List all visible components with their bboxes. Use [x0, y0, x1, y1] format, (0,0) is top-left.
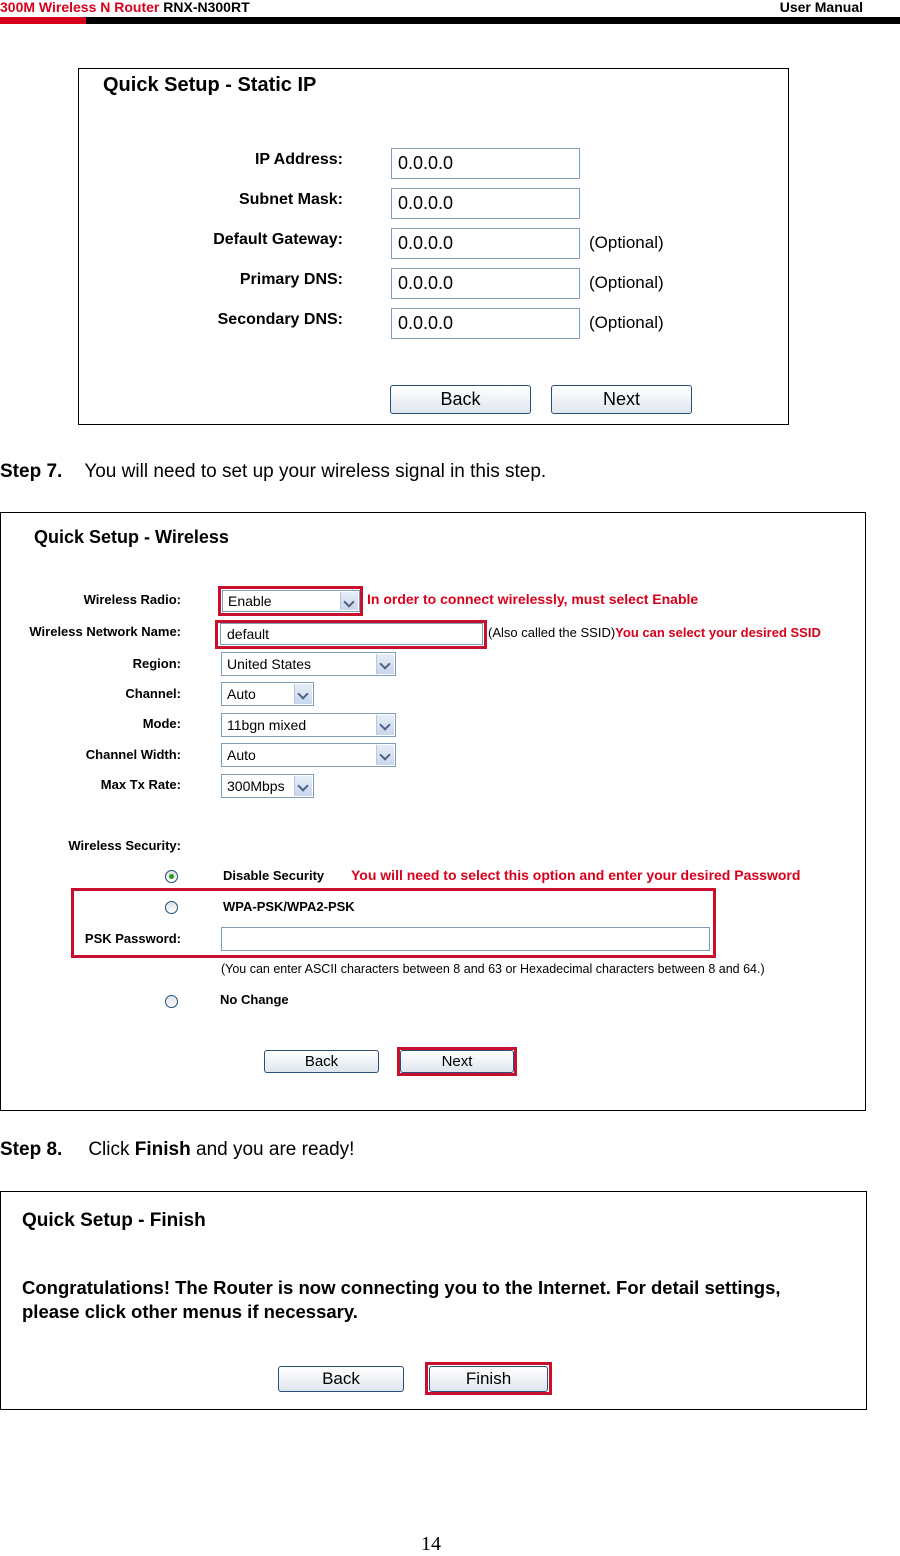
- step-7: Step 7. You will need to set up your wireless signal in this step.: [0, 461, 547, 482]
- next-button[interactable]: Next: [551, 385, 692, 414]
- region-select[interactable]: United States: [221, 652, 396, 676]
- wireless-radio-label: Wireless Radio:: [83, 592, 181, 607]
- wireless-security-label: Wireless Security:: [68, 838, 181, 853]
- max-tx-rate-label: Max Tx Rate:: [100, 777, 181, 792]
- secondary-dns-optional-note: (Optional): [589, 313, 664, 332]
- subnet-mask-input[interactable]: 0.0.0.0: [391, 188, 580, 219]
- no-change-label: No Change: [220, 992, 289, 1007]
- region-label: Region:: [132, 656, 181, 671]
- primary-dns-input[interactable]: 0.0.0.0: [391, 268, 580, 299]
- header-bar-accent: [0, 17, 86, 24]
- panel-title: Quick Setup - Static IP: [103, 74, 317, 96]
- chevron-down-icon: [294, 776, 312, 796]
- mode-label: Mode:: [142, 716, 181, 731]
- finish-panel: [0, 1191, 867, 1410]
- step-8: Step 8. Click Finish and you are ready!: [0, 1139, 355, 1160]
- secondary-dns-label: Secondary DNS:: [217, 311, 343, 328]
- secondary-dns-input[interactable]: 0.0.0.0: [391, 308, 580, 339]
- wpa-psk-radio[interactable]: [165, 901, 178, 914]
- chevron-down-icon: [376, 715, 394, 735]
- psk-password-input[interactable]: [221, 927, 710, 951]
- back-button[interactable]: Back: [278, 1366, 404, 1392]
- radio-enable-note: In order to connect wirelessly, must select Enable: [367, 591, 699, 607]
- congratulations-message: Congratulations! The Router is now connecting you to the Internet. For detail settings, please click other menus if necessary.: [22, 1277, 781, 1322]
- header-title: 300M Wireless N Router RNX-N300RT: [0, 0, 250, 15]
- max-tx-rate-select[interactable]: 300Mbps: [221, 774, 314, 798]
- channel-label: Channel:: [125, 686, 181, 701]
- ip-address-label: IP Address:: [254, 151, 343, 168]
- primary-dns-label: Primary DNS:: [239, 271, 343, 288]
- primary-dns-optional-note: (Optional): [589, 273, 664, 292]
- ssid-input[interactable]: default: [220, 623, 483, 645]
- back-button[interactable]: Back: [390, 385, 531, 414]
- disable-security-label: Disable Security: [223, 868, 325, 883]
- page-number: 14: [421, 1533, 441, 1555]
- default-gateway-input[interactable]: 0.0.0.0: [391, 228, 580, 259]
- chevron-down-icon: [340, 592, 358, 610]
- wireless-panel: [0, 512, 866, 1111]
- static-ip-panel: [78, 68, 789, 425]
- security-note: You will need to select this option and enter your desired Password: [351, 867, 801, 883]
- psk-password-label: PSK Password:: [84, 931, 181, 946]
- panel-title: Quick Setup - Wireless: [34, 527, 229, 547]
- gateway-optional-note: (Optional): [589, 233, 664, 252]
- subnet-mask-label: Subnet Mask:: [238, 191, 343, 208]
- next-button[interactable]: Next: [400, 1050, 514, 1073]
- channel-select[interactable]: Auto: [221, 682, 314, 706]
- channel-width-label: Channel Width:: [85, 747, 181, 762]
- psk-hint: (You can enter ASCII characters between 8 and 63 or Hexadecimal characters between 8 and 64.): [221, 962, 765, 976]
- ip-address-input[interactable]: 0.0.0.0: [391, 148, 580, 179]
- ssid-note: You can select your desired SSID: [615, 625, 821, 640]
- ssid-label: Wireless Network Name:: [29, 624, 181, 639]
- mode-select[interactable]: 11bgn mixed: [221, 713, 396, 737]
- wpa-psk-label: WPA-PSK/WPA2-PSK: [223, 899, 355, 914]
- chevron-down-icon: [376, 654, 394, 674]
- disable-security-radio[interactable]: [165, 870, 178, 883]
- channel-width-select[interactable]: Auto: [221, 743, 396, 767]
- default-gateway-label: Default Gateway:: [213, 231, 343, 248]
- header-manual: User Manual: [779, 0, 863, 15]
- header-bar: [86, 17, 900, 24]
- chevron-down-icon: [376, 745, 394, 765]
- wireless-radio-select[interactable]: Enable: [222, 590, 360, 612]
- finish-button[interactable]: Finish: [429, 1366, 548, 1392]
- no-change-radio[interactable]: [165, 995, 178, 1008]
- chevron-down-icon: [294, 684, 312, 704]
- back-button[interactable]: Back: [264, 1050, 379, 1073]
- ssid-hint: (Also called the SSID)You can select your desired SSID: [488, 625, 821, 640]
- panel-title: Quick Setup - Finish: [22, 1210, 206, 1231]
